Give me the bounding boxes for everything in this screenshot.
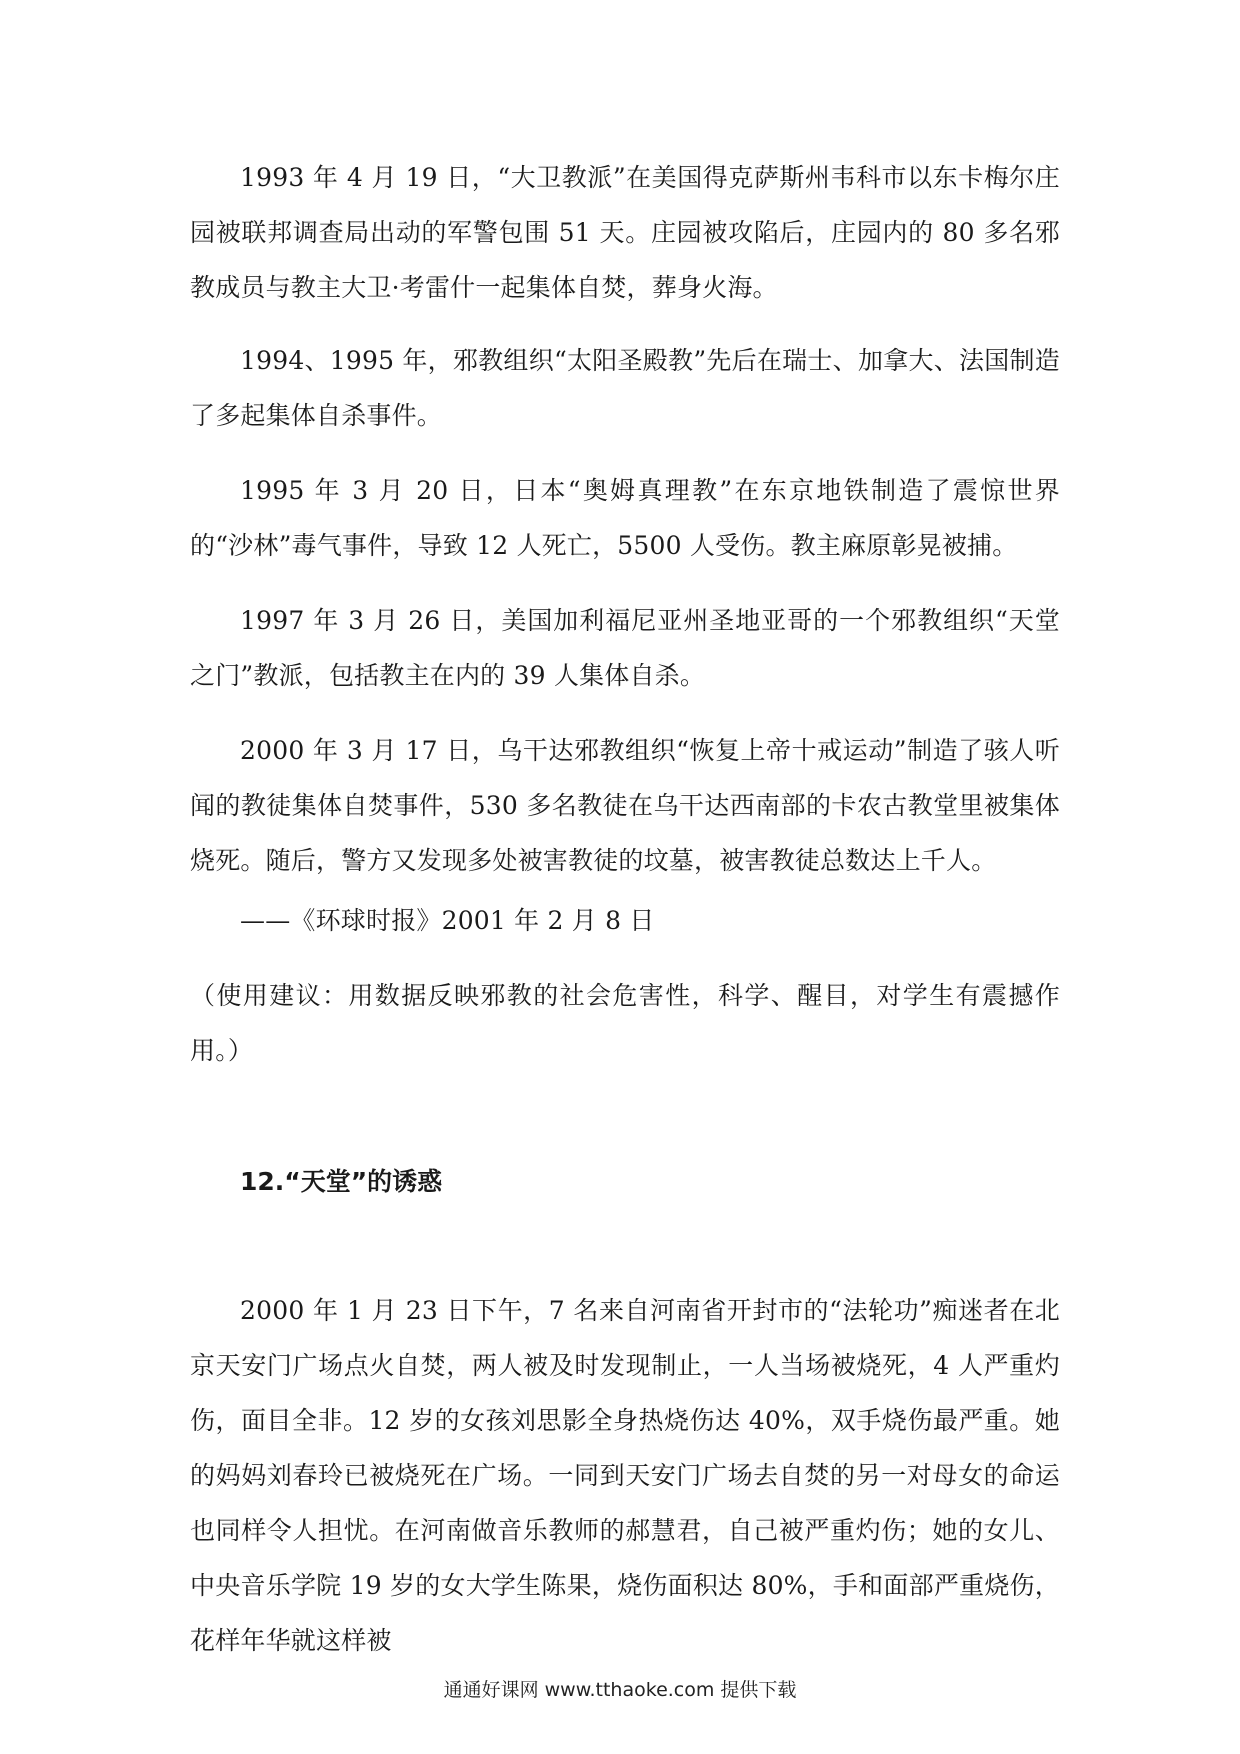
paragraph-branch-davidians: 1993 年 4 月 19 日，“大卫教派”在美国得克萨斯州韦科市以东卡梅尔庄园被联邦调查局出动的军警包围 51 天。庄园被攻陷后，庄园内的 80 多名邪教成员与教主大卫·考雷什一起集体自焚，葬身火海。 [190,163,1060,302]
paragraph-uganda: 2000 年 3 月 17 日，乌干达邪教组织“恢复上帝十戒运动”制造了骇人听闻的教徒集体自焚事件，530 多名教徒在乌干达西南部的卡农古教堂里被集体烧死。随后，警方又发现多处被害教徒的坟墓，被害教徒总数达上千人。 [190,736,1060,875]
page-footer: 通通好课网 www.tthaoke.com 提供下载 [443,1679,797,1701]
usage-suggestion: （使用建议：用数据反映邪教的社会危害性，科学、醒目，对学生有震撼作用。） [190,981,1060,1065]
paragraph-aum-shinrikyo: 1995 年 3 月 20 日，日本“奥姆真理教”在东京地铁制造了震惊世界的“沙林”毒气事件，导致 12 人死亡，5500 人受伤。教主麻原彰晃被捕。 [190,476,1060,560]
section-heading: 12.“天堂”的诱惑 [240,1167,443,1196]
source-citation: ——《环球时报》2001 年 2 月 8 日 [240,906,655,935]
paragraph-solar-temple: 1994、1995 年，邪教组织“太阳圣殿教”先后在瑞士、加拿大、法国制造了多起集体自杀事件。 [190,346,1060,430]
paragraph-tiananmen: 2000 年 1 月 23 日下午，7 名来自河南省开封市的“法轮功”痴迷者在北京天安门广场点火自焚，两人被及时发现制止，一人当场被烧死，4 人严重灼伤，面目全非。12 岁的女孩刘思影全身热烧伤达 40%，双手烧伤最严重。她的妈妈刘春玲已被烧死在广场。一同到天安门广场去自焚的另一对母女的命运也同样令人担忧。在河南做音乐教师的郝慧君，自己被严重灼伤；她的女儿、中央音乐学院 19 岁的女大学生陈果，烧伤面积达 80%，手和面部严重烧伤，花样年华就这样被 [190,1296,1060,1655]
paragraph-heavens-gate: 1997 年 3 月 26 日，美国加利福尼亚州圣地亚哥的一个邪教组织“天堂之门”教派，包括教主在内的 39 人集体自杀。 [190,606,1060,690]
